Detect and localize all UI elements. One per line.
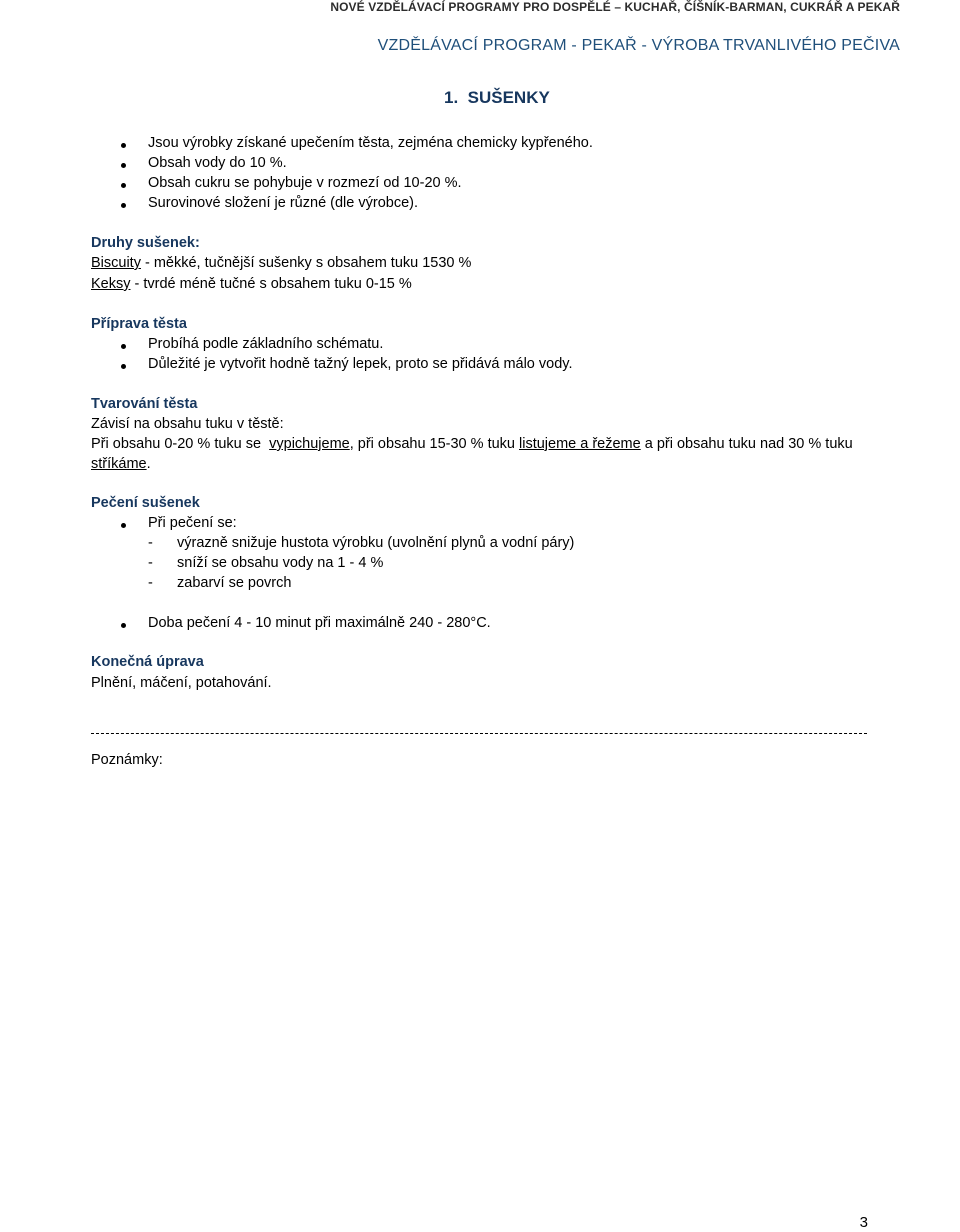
peceni-bullet-1: Při pečení se: — [148, 515, 237, 531]
bullet-icon — [121, 623, 126, 628]
term-listujeme: listujeme a řežeme — [519, 436, 641, 452]
dash-mark: - — [148, 555, 153, 571]
heading-druhy: Druhy sušenek: — [91, 235, 200, 251]
peceni-dash-item-3: zabarví se povrch — [177, 575, 292, 591]
tvarovani-paragraph-cont — [91, 456, 151, 472]
bullet-icon — [121, 143, 126, 148]
keksy-line — [91, 276, 412, 292]
text-span: , při obsahu 15-30 % tuku — [349, 436, 520, 452]
heading-priprava: Příprava těsta — [91, 316, 187, 332]
notes-label: Poznámky: — [91, 752, 163, 768]
text-span: a při obsahu tuku nad 30 % tuku — [640, 436, 853, 452]
text-span: . — [146, 456, 151, 472]
bullet-icon — [121, 344, 126, 349]
heading-tvarovani: Tvarování těsta — [91, 396, 198, 412]
header-subtitle: VZDĚLÁVACÍ PROGRAM - PEKAŘ - VÝROBA TRVANLIVÉHO PEČIVA — [377, 37, 900, 54]
dash-mark: - — [148, 575, 153, 591]
intro-bullet-1: Jsou výrobky získané upečením těsta, zejména chemicky kypřeného. — [148, 135, 593, 151]
priprava-bullet-1: Probíhá podle základního schématu. — [148, 336, 384, 352]
biscuity-term: Biscuity — [91, 255, 141, 271]
text-span: Při obsahu 0-20 % tuku se — [91, 436, 270, 452]
term-vypichujeme: vypichujeme — [269, 436, 350, 452]
page-title: 1. SUŠENKY — [444, 88, 550, 107]
biscuity-line — [91, 255, 471, 271]
bullet-icon — [121, 183, 126, 188]
term-strikame: stříkáme — [91, 456, 147, 472]
intro-bullet-2: Obsah vody do 10 %. — [148, 155, 287, 171]
dashed-separator — [91, 733, 867, 734]
peceni-bullet-2: Doba pečení 4 - 10 minut při maximálně 240 - 280°C. — [148, 615, 491, 631]
dash-mark: - — [148, 535, 153, 551]
bullet-icon — [121, 203, 126, 208]
header-program-title: NOVÉ VZDĚLÁVACÍ PROGRAMY PRO DOSPĚLÉ – KUCHAŘ, ČÍŠNÍK-BARMAN, CUKRÁŘ A PEKAŘ — [330, 0, 900, 14]
intro-bullet-3: Obsah cukru se pohybuje v rozmezí od 10-20 %. — [148, 175, 462, 191]
peceni-dash-item-1: výrazně snižuje hustota výrobku (uvolnění plynů a vodní páry) — [177, 535, 575, 551]
page-number: 3 — [859, 1214, 868, 1231]
heading-peceni: Pečení sušenek — [91, 495, 200, 511]
heading-konecna: Konečná úprava — [91, 654, 204, 670]
intro-bullet-4: Surovinové složení je různé (dle výrobce). — [148, 195, 418, 211]
tvarovani-paragraph — [91, 436, 853, 452]
tvarovani-intro: Závisí na obsahu tuku v těstě: — [91, 416, 284, 432]
bullet-icon — [121, 163, 126, 168]
bullet-icon — [121, 523, 126, 528]
biscuity-desc: - měkké, tučnější sušenky s obsahem tuku 15​30 % — [140, 255, 472, 271]
peceni-dash-item-2: sníží se obsahu vody na 1 - 4 % — [177, 555, 384, 571]
priprava-bullet-2: Důležité je vytvořit hodně tažný lepek, proto se přidává málo vody. — [148, 356, 573, 372]
keksy-term: Keksy — [91, 276, 131, 292]
keksy-desc: - tvrdé méně tučné s obsahem tuku 0-15 % — [130, 276, 412, 292]
konecna-text: Plnění, máčení, potahování. — [91, 675, 272, 691]
bullet-icon — [121, 364, 126, 369]
